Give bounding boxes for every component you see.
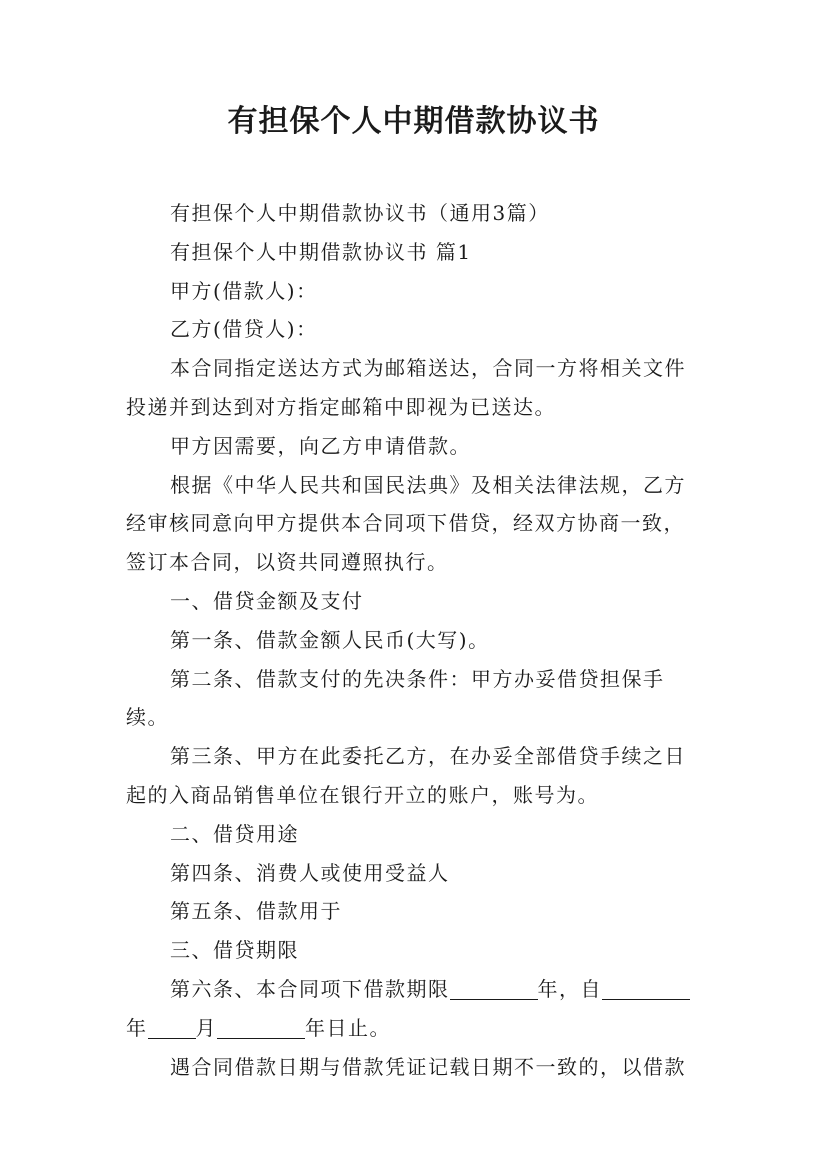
heading-purpose: 二、借贷用途 (170, 821, 299, 846)
blank-start-year (602, 977, 690, 1000)
blank-term-years (450, 977, 538, 1000)
article-5: 第五条、借款用于 (170, 899, 342, 924)
paragraph-delivery: 本合同指定送达方式为邮箱送达，合同一方将相关文件投递并到达到对方指定邮箱中即视为已送达。 (126, 356, 686, 419)
heading-amount-payment: 一、借贷金额及支付 (170, 588, 364, 613)
document-body (126, 194, 706, 1086)
paragraph-party-a: 甲方(借款人)： (170, 278, 318, 303)
article-1: 第一条、借款金额人民币(大写)。 (170, 627, 490, 652)
paragraph-subtitle: 有担保个人中期借款协议书（通用3篇） (170, 201, 550, 225)
article-6-text-4: 月 (195, 1015, 217, 1040)
article-6-text-1: 第六条、本合同项下借款期限 (170, 976, 450, 1001)
article-3: 第三条、甲方在此委托乙方，在办妥全部借贷手续之日起的入商品销售单位在银行开立的账户，账号为。 (126, 744, 686, 807)
paragraph-party-b: 乙方(借贷人)： (170, 317, 318, 342)
blank-end-year (217, 1016, 305, 1039)
document-title: 有担保个人中期借款协议书 (227, 104, 600, 139)
article-6-text-3: 年 (126, 1015, 148, 1040)
article-2: 第二条、借款支付的先决条件：甲方办妥借贷担保手续。 (126, 666, 665, 730)
paragraph-section-heading: 有担保个人中期借款协议书 篇1 (170, 239, 472, 264)
paragraph-application: 甲方因需要，向乙方申请借款。 (170, 433, 471, 458)
article-6-text-2: 年，自 (537, 976, 602, 1001)
paragraph-date-discrepancy: 遇合同借款日期与借款凭证记载日期不一致的，以借款 (170, 1054, 686, 1079)
article-4: 第四条、消费人或使用受益人 (170, 860, 450, 885)
article-6 (126, 970, 706, 1048)
heading-term: 三、借贷期限 (170, 938, 299, 963)
paragraph-legal-basis: 根据《中华人民共和国民法典》及相关法律法规，乙方经审核同意向甲方提供本合同项下借贷，经双方协商一致，签订本合同，以资共同遵照执行。 (126, 472, 686, 575)
blank-start-month (148, 1016, 196, 1039)
article-6-text-5: 年日止。 (305, 1015, 391, 1040)
